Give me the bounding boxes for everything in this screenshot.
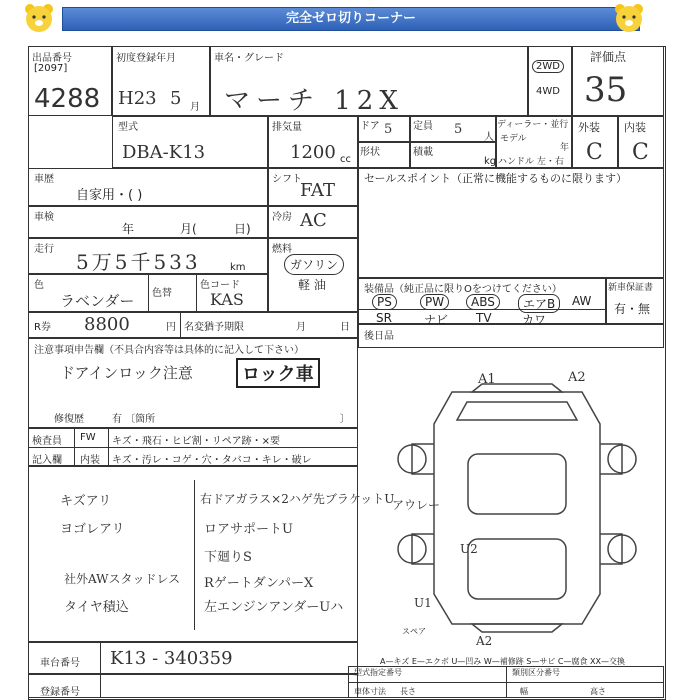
load-label: 積載	[413, 147, 433, 158]
notes-label: 注意事項申告欄（不具合内容等は具体的に記入して下さい）	[34, 345, 304, 356]
manual-label: 新車保証書	[608, 283, 654, 293]
equip-airbag: エアB	[518, 294, 560, 313]
note-line: キズアリ	[60, 494, 112, 509]
color-change-label: 色替	[152, 288, 172, 299]
fuel-label: 燃料	[272, 244, 292, 255]
note-line: タイヤ積込	[64, 600, 129, 615]
diagram-spare-label: スペア	[402, 627, 426, 636]
usage-value: 自家用・( )	[76, 188, 143, 203]
diagram-mark: A1	[478, 372, 496, 387]
repair-value: 有 〔箇所	[112, 414, 156, 425]
divider	[180, 312, 181, 338]
repair-end: 〕	[340, 414, 350, 425]
inspector-label: 検査員	[32, 436, 62, 447]
lot-number: 4288	[34, 84, 101, 114]
diagram-mark: U2	[460, 542, 478, 556]
aircon-value: AC	[300, 210, 327, 231]
note-line: 右ドアガラス×2ハゲ先ブラケットU	[200, 492, 395, 506]
chassis-value: K13 - 340359	[110, 648, 233, 669]
page-title: 完全ゼロ切りコーナー	[62, 7, 640, 31]
lot-label: 出品番号	[32, 53, 72, 64]
bear-logo-icon	[22, 2, 56, 34]
recycle-label: R券	[34, 322, 51, 333]
score-value: 35	[584, 70, 628, 110]
note-line: 下廻りS	[204, 550, 252, 565]
after-label: 後日品	[364, 331, 394, 342]
capacity-value: 5	[454, 122, 463, 137]
doors-value: 5	[384, 122, 393, 137]
spec-col: 高さ	[590, 687, 606, 696]
spec-col: 長さ	[400, 687, 416, 696]
repair-label: 修復歴	[54, 414, 84, 425]
divider	[100, 674, 101, 698]
type-value: DBA-K13	[122, 142, 206, 163]
interior-label: 内装	[624, 121, 646, 134]
spec-col: 車体寸法	[354, 687, 386, 696]
spec-col: 幅	[520, 687, 528, 696]
name-change-label: 名変猶予期限	[184, 322, 244, 333]
divider	[194, 480, 195, 630]
type-label: 型式	[118, 122, 138, 133]
registration-label: 初度登録年月	[116, 53, 176, 64]
drive-4wd: 4WD	[536, 86, 560, 97]
diagram-mark: A2	[476, 634, 493, 648]
equip-abs: ABS	[466, 294, 500, 310]
divider	[506, 666, 507, 698]
equip-pw: PW	[420, 294, 449, 310]
manual-value: 有・無	[614, 302, 651, 316]
diagram-mark: A2	[568, 370, 586, 385]
displacement-label: 排気量	[272, 122, 302, 133]
inspection-label: 車検	[34, 212, 54, 223]
lot-sub: [2097]	[34, 63, 68, 74]
name-change-month: 月	[296, 322, 306, 333]
drive-2wd: 2WD	[532, 60, 564, 73]
model-value: マーチ 12X	[224, 86, 404, 116]
equipment-label: 装備品（純正品に限りOをつけてください）	[364, 284, 562, 295]
load-unit: kg	[484, 156, 497, 167]
equip-tv: TV	[476, 311, 492, 325]
divider	[148, 274, 149, 312]
record-label: 記入欄	[32, 455, 62, 466]
notes-value: ドアインロック注意	[60, 364, 193, 382]
sales-point-label: セールスポイント（正常に機能するものに限ります）	[364, 172, 628, 185]
exterior-grade: C	[586, 140, 603, 165]
registration-month: 5	[170, 88, 182, 109]
divider	[74, 428, 75, 466]
divider	[28, 447, 358, 448]
score-label: 評価点	[590, 50, 627, 64]
diagram-mark: U1	[414, 596, 432, 610]
note-line: RゲートダンパーX	[204, 576, 314, 591]
name-change-day: 日	[340, 322, 350, 333]
header	[0, 0, 700, 36]
shift-value: FAT	[300, 180, 335, 201]
shift-label: シフト	[272, 174, 302, 185]
after-box	[358, 324, 664, 348]
color-code-label: 色コード	[200, 280, 240, 291]
shape-label: 形状	[360, 147, 380, 158]
inspection-month: 月(	[180, 222, 197, 236]
divider	[196, 274, 197, 312]
legend-exterior: キズ・飛石・ヒビ割・リペア跡・×要	[112, 436, 280, 447]
aircon-label: 冷房	[272, 212, 292, 223]
equip-sr: SR	[376, 311, 392, 325]
legend-interior: キズ・汚レ・コゲ・穴・タバコ・キレ・破レ	[112, 455, 312, 466]
displacement-unit: cc	[340, 154, 351, 165]
note-line: 社外AWスタッドレス	[64, 572, 181, 586]
note-line: ロアサポートU	[204, 522, 293, 537]
inspector-interior: 内装	[80, 455, 100, 466]
usage-label: 車歴	[34, 174, 54, 185]
divider	[108, 428, 109, 466]
chassis-label: 車台番号	[40, 658, 80, 669]
doors-label: ドア	[360, 121, 380, 132]
registration-month-unit: 月	[190, 102, 200, 113]
lock-stamp: ロック車	[236, 358, 320, 388]
reg-label: 登録番号	[40, 687, 80, 698]
dealer-model-label: モデル	[500, 134, 527, 144]
displacement-value: 1200	[290, 142, 336, 163]
capacity-unit: 人	[484, 132, 494, 143]
color-value: ラベンダー	[60, 292, 135, 310]
fuel-gasoline: ガソリン	[284, 254, 344, 275]
diagram-mark: アウレー	[392, 498, 441, 512]
spec-col: 類別区分番号	[512, 668, 560, 677]
inspection-year: 年	[122, 222, 135, 236]
inspection-box	[28, 206, 268, 238]
recycle-value: 8800	[84, 314, 130, 335]
drive-box	[528, 46, 572, 116]
mileage-value: 5万5千533	[76, 250, 201, 274]
recycle-unit: 円	[166, 322, 176, 333]
capacity-label: 定員	[413, 121, 433, 132]
model-label: 車名・グレード	[214, 53, 284, 64]
mileage-unit: km	[230, 262, 246, 273]
inspector-fw: FW	[80, 432, 96, 443]
diagram-legend: A—キズ E—エクボ U—凹み W—補修跡 S—サビ C—腐食 XX—交換	[380, 657, 626, 666]
equip-ps: PS	[372, 294, 397, 310]
exterior-label: 外装	[578, 121, 600, 134]
usage-box	[28, 168, 268, 206]
dealer-year-label: 年	[560, 143, 570, 153]
note-line: 左エンジンアンダーUハ	[204, 600, 344, 615]
fuel-diesel: 軽 油	[298, 278, 326, 292]
equip-navi: ナビ	[424, 313, 449, 327]
divider	[100, 642, 101, 674]
dealer-label: ディーラー・並行	[497, 120, 569, 130]
color-label: 色	[34, 280, 44, 291]
equip-leather: カワ	[522, 313, 547, 327]
inspection-day: 日)	[234, 222, 251, 236]
registration-year: H23	[118, 88, 157, 109]
spec-col: 型式指定番号	[354, 668, 402, 677]
note-line: ヨゴレアリ	[60, 522, 125, 537]
bear-logo-icon	[612, 2, 646, 34]
mileage-label: 走行	[34, 244, 54, 255]
dealer-handle-label: ハンドル 左・右	[498, 157, 564, 167]
equip-aw: AW	[572, 294, 592, 308]
interior-grade: C	[632, 140, 649, 165]
color-code: KAS	[210, 290, 244, 309]
